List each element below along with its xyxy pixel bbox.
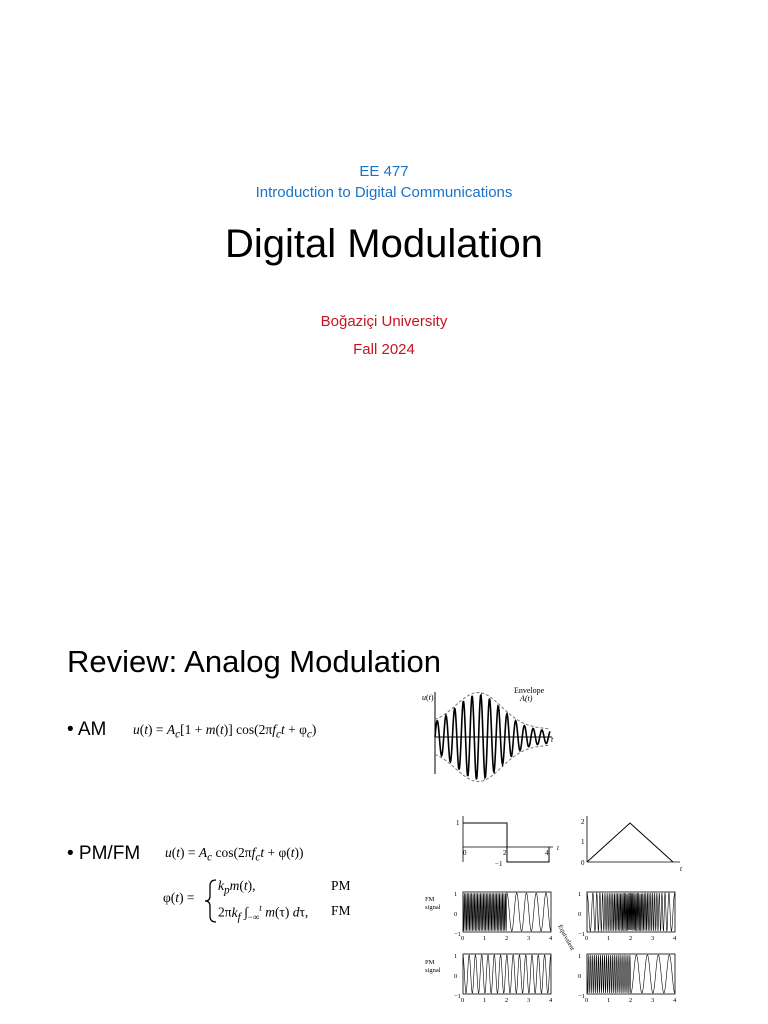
envelope-symbol: A(t)	[520, 694, 533, 703]
fm-signal-label-1: FM	[425, 896, 435, 903]
pm-signal-label-2: signal	[425, 967, 441, 974]
x-tick-label: 2	[629, 935, 633, 942]
x-tick-label: 4	[549, 997, 553, 1004]
fm-signal-label-2: signal	[425, 904, 441, 911]
am-envelope-upper	[435, 693, 550, 729]
bullet-pm-fm: • PM/FM	[67, 843, 141, 864]
x-tick-label: 0	[461, 997, 465, 1004]
y-tick-label: 1	[454, 891, 458, 898]
y-tick-label: 0	[578, 973, 582, 980]
y-tick-label: 1	[578, 891, 582, 898]
x-tick-label: 0	[461, 935, 465, 942]
bullet-am: • AM	[67, 719, 107, 740]
svg-text:−1: −1	[495, 860, 503, 868]
course-code: EE 477	[359, 163, 409, 180]
svg-text:t: t	[680, 865, 682, 873]
y-tick-label: −1	[454, 931, 461, 938]
y-tick-label: −1	[454, 993, 461, 1000]
svg-text:0: 0	[463, 849, 467, 857]
review-slide	[0, 512, 768, 1024]
fm-pm-figure	[425, 808, 690, 1004]
svg-text:4: 4	[545, 849, 549, 857]
x-tick-label: 3	[651, 997, 655, 1004]
phi-case-fm-label: FM	[331, 903, 351, 918]
pm-square-panel	[454, 953, 553, 1004]
x-tick-label: 2	[505, 935, 509, 942]
am-t-label: t	[551, 735, 554, 744]
course-name: Introduction to Digital Communications	[255, 184, 513, 201]
square-message-plot	[456, 816, 560, 868]
term: Fall 2024	[353, 341, 415, 358]
svg-text:0: 0	[581, 859, 585, 867]
pm-triangle-panel	[578, 953, 677, 1004]
x-tick-label: 4	[673, 997, 677, 1004]
am-y-label: u(t)	[422, 693, 434, 702]
y-tick-label: 1	[578, 953, 582, 960]
phi-case-pm-label: PM	[331, 878, 351, 893]
x-tick-label: 1	[607, 997, 611, 1004]
svg-text:2: 2	[503, 849, 507, 857]
svg-text:t: t	[557, 844, 559, 852]
triangle-message-plot	[581, 816, 683, 873]
fm-square-panel	[454, 891, 553, 942]
x-tick-label: 2	[505, 997, 509, 1004]
y-tick-label: −1	[578, 993, 585, 1000]
fm-triangle-panel	[578, 891, 677, 942]
x-tick-label: 1	[483, 935, 487, 942]
x-tick-label: 2	[629, 997, 633, 1004]
pm-fm-equation: $u(t) = A_c$ $\cos(2\pi f_ct + \varphi(t))$	[165, 845, 304, 864]
envelope-label: Envelope	[514, 686, 545, 695]
svg-text:1: 1	[456, 819, 460, 827]
y-tick-label: 0	[454, 911, 458, 918]
pm-signal-label-1: PM	[425, 959, 435, 966]
modulated-signal-panels	[454, 891, 677, 1004]
am-equation: $u(t) = A_c[1 + m(t)] \cos(2\pi f_ct + \varphi_c)$	[133, 722, 317, 741]
x-tick-label: 3	[651, 935, 655, 942]
slide-heading: Review: Analog Modulation	[67, 644, 441, 679]
y-tick-label: 0	[454, 973, 458, 980]
y-tick-label: 1	[454, 953, 458, 960]
svg-text:1: 1	[581, 838, 585, 846]
x-tick-label: 1	[483, 997, 487, 1004]
x-tick-label: 0	[585, 935, 589, 942]
svg-text:2: 2	[581, 818, 585, 826]
x-tick-label: 0	[585, 997, 589, 1004]
equivalent-label: Equivalent	[556, 923, 576, 952]
x-tick-label: 4	[549, 935, 553, 942]
phi-case-pm: $k_pm(t)$,	[218, 878, 256, 897]
am-waveform-figure	[420, 684, 560, 776]
x-tick-label: 1	[607, 935, 611, 942]
phi-case-fm: $2\pi k_f$ $\int_{-\infty}^t$ m(τ) dτ,	[218, 903, 309, 924]
phi-lhs: φ(t) =	[163, 890, 195, 905]
y-tick-label: 0	[578, 911, 582, 918]
x-tick-label: 3	[527, 997, 531, 1004]
x-tick-label: 3	[527, 935, 531, 942]
y-tick-label: −1	[578, 931, 585, 938]
university-name: Boğaziçi University	[320, 313, 448, 330]
x-tick-label: 4	[673, 935, 677, 942]
brace-icon	[204, 878, 218, 924]
slide-title: Digital Modulation	[225, 222, 543, 266]
